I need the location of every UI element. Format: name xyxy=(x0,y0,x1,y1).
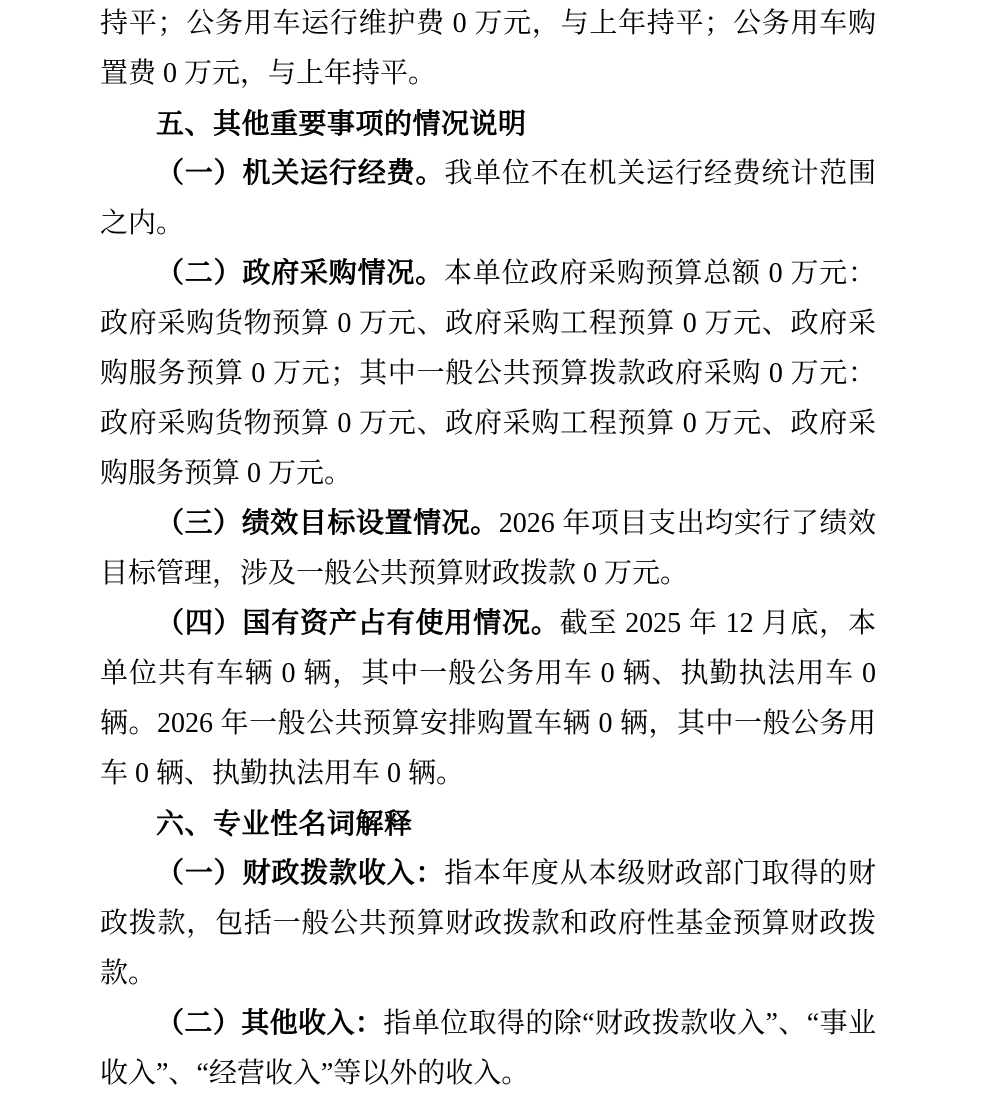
paragraph-performance-targets xyxy=(100,499,876,599)
paragraph-term-fiscal-appropriation-income xyxy=(100,849,876,999)
paragraph-lead: （三）绩效目标设置情况。 xyxy=(156,508,499,539)
section-heading-6: 六、专业性名词解释 xyxy=(156,808,413,839)
section-heading-5: 五、其他重要事项的情况说明 xyxy=(156,108,527,139)
paragraph-lead: （二）政府采购情况。 xyxy=(156,258,444,289)
paragraph-text: 指单位取得的除“财政拨款收入”、“事业收入”、“经营收入”等以外的收入。 xyxy=(100,1008,876,1089)
paragraph-text: 本单位政府采购预算总额 0 万元：政府采购货物预算 0 万元、政府采购工程预算 0 万元、政府采购服务预算 0 万元；其中一般公共预算拨款政府采购 0 万元：政府采购货物预算 0 万元、政府采购工程预算 0 万元、政府采购服务预算 0 万元。 xyxy=(100,258,876,489)
paragraph-text: 持平；公务用车运行维护费 0 万元，与上年持平；公务用车购置费 0 万元，与上年持平。 xyxy=(100,8,876,89)
paragraph-state-assets xyxy=(100,599,876,799)
paragraph-term-other-income xyxy=(100,999,876,1099)
paragraph-text: 2026 年项目支出均实行了绩效目标管理，涉及一般公共预算财政拨款 0 万元。 xyxy=(100,508,876,589)
document-content xyxy=(100,0,876,1099)
paragraph-text: 指本年度从本级财政部门取得的财政拨款，包括一般公共预算财政拨款和政府性基金预算财政拨款。 xyxy=(100,858,876,989)
paragraph-text: 我单位不在机关运行经费统计范围之内。 xyxy=(100,158,876,239)
paragraph-lead: （一）机关运行经费。 xyxy=(156,158,445,189)
paragraph-lead: （二）其他收入： xyxy=(156,1008,384,1039)
paragraph-agency-operating-costs xyxy=(100,149,876,249)
paragraph-text: 截至 2025 年 12 月底，本单位共有车辆 0 辆，其中一般公务用车 0 辆、执勤执法用车 0 辆。2026 年一般公共预算安排购置车辆 0 辆，其中一般公务用车 0 辆、执勤执法用车 0 辆。 xyxy=(100,608,876,789)
paragraph-government-procurement xyxy=(100,249,876,499)
paragraph-carryover xyxy=(100,0,876,99)
paragraph-lead: （四）国有资产占有使用情况。 xyxy=(156,608,560,639)
paragraph-lead: （一）财政拨款收入： xyxy=(156,858,445,889)
